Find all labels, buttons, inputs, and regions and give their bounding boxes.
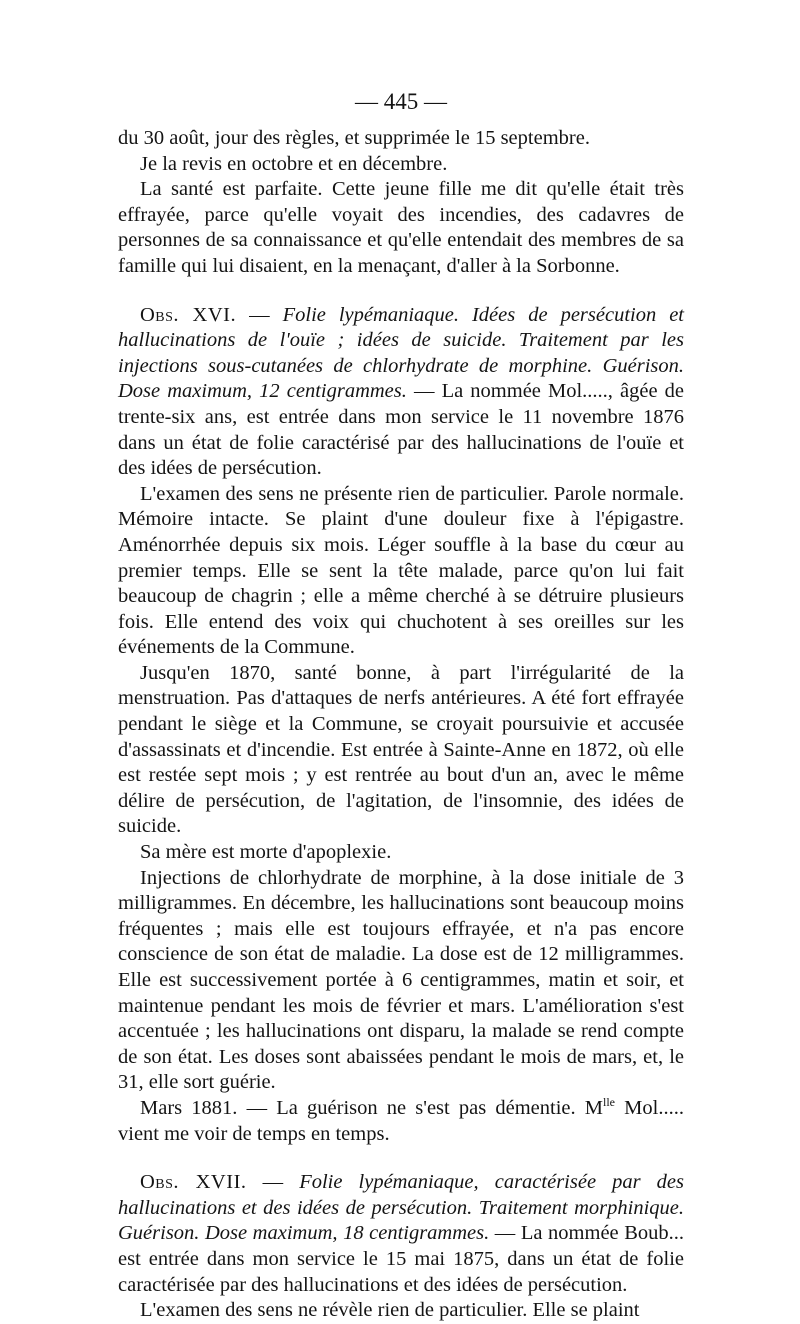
paragraph: L'examen des sens ne présente rien de particulier. Parole normale. Mémoire intacte. Se plaint d'une douleur fixe à l'épigastre. Aménorrhée depuis six mois. Léger souffle à la base du cœur au premier temps. Elle se sent la tête malade, parce qu'on lui fait beaucoup de chagrin ; elle a même cherché à se détruire plusieurs fois. Elle entend des voix qui chuchotent à ses oreilles sur les événements de la Commune. xyxy=(118,482,684,659)
dash: — xyxy=(406,380,442,403)
paragraph: Sa mère est morte d'apoplexie. xyxy=(140,841,392,864)
spacer xyxy=(118,1147,684,1170)
observation-16 xyxy=(118,303,684,482)
observation-label: Obs. XVI. xyxy=(140,303,237,326)
paragraph xyxy=(118,1096,684,1147)
superscript: lle xyxy=(603,1095,616,1110)
page-number: — 445 — xyxy=(355,89,447,114)
observation-label: Obs. XVII. xyxy=(140,1171,247,1194)
paragraph: Jusqu'en 1870, santé bonne, à part l'irrégularité de la menstruation. Pas d'attaques de nerfs antérieures. A été fort effrayée pendant le siège et la Commune, se croyait poursuivie et accusée d'assassinats et d'incendie. Est entrée à Sainte-Anne en 1872, où elle est restée sept mois ; y est rentrée au bout d'un an, avec le même délire de persécution, de l'agitation, de l'insomnie, des idées de suicide. xyxy=(118,661,684,838)
paragraph-text: Mars 1881. — La guérison ne s'est pas démentie. M xyxy=(140,1096,604,1119)
paragraph: La santé est parfaite. Cette jeune fille me dit qu'elle était très effrayée, parce qu'elle voyait des incendies, des cadavres de personnes de sa connaissance et qu'elle entendait des membres de sa famille qui lui disaient, en la menaçant, d'aller à la Sorbonne. xyxy=(118,178,684,277)
dash: — xyxy=(489,1222,521,1245)
paragraph: L'examen des sens ne révèle rien de particulier. Elle se plaint xyxy=(140,1299,640,1322)
spacer xyxy=(118,280,684,303)
observation-text: La nommée Boub... est entrée dans mon service le 15 mai 1875, dans un état de folie caractérisée par des hallucinations et des idées de persécution. xyxy=(118,1222,684,1296)
dash: — xyxy=(246,1171,300,1194)
observation-title: Folie lypémaniaque. Idées de persécution et hallucinations de l'ouïe ; idées de suicide. Traitement par les injections sous-cutanées de chlorhydrate de morphine. Guérison. Dose maximum, 12 centigrammes. xyxy=(118,303,684,403)
paragraph: Je la revis en octobre et en décembre. xyxy=(140,152,448,175)
paragraph-continuation: du 30 août, jour des règles, et supprimée le 15 septembre. xyxy=(118,127,590,149)
observation-17 xyxy=(118,1170,684,1298)
book-page xyxy=(118,88,684,1324)
observation-text: La nommée Mol....., âgée de trente-six ans, est entrée dans mon service le 11 novembre 1876 dans un état de folie caractérisé par des hallucinations de l'ouïe et des idées de persécution. xyxy=(118,380,685,480)
observation-title: Folie lypémaniaque, caractérisée par des hallucinations et des idées de persécution. Traitement morphinique. Guérison. Dose maximum, 18 centigrammes. xyxy=(118,1171,684,1245)
paragraph-text: Mol..... vient me voir de temps en temps. xyxy=(118,1096,684,1145)
paragraph: Injections de chlorhydrate de morphine, à la dose initiale de 3 milligrammes. En décembre, les hallucinations sont beaucoup moins fréquentes ; mais elle est toujours effrayée, et n'a pas encore conscience de son état de maladie. La dose est de 12 milligrammes. Elle est successivement portée à 6 centigrammes, matin et soir, et maintenue pendant les mois de février et mars. L'amélioration s'est accentuée ; les hallucinations ont disparu, la malade se rend compte de son état. Les doses sont abaissées pendant le mois de mars, et, le 31, elle sort guérie. xyxy=(118,866,684,1094)
dash: — xyxy=(236,303,283,326)
